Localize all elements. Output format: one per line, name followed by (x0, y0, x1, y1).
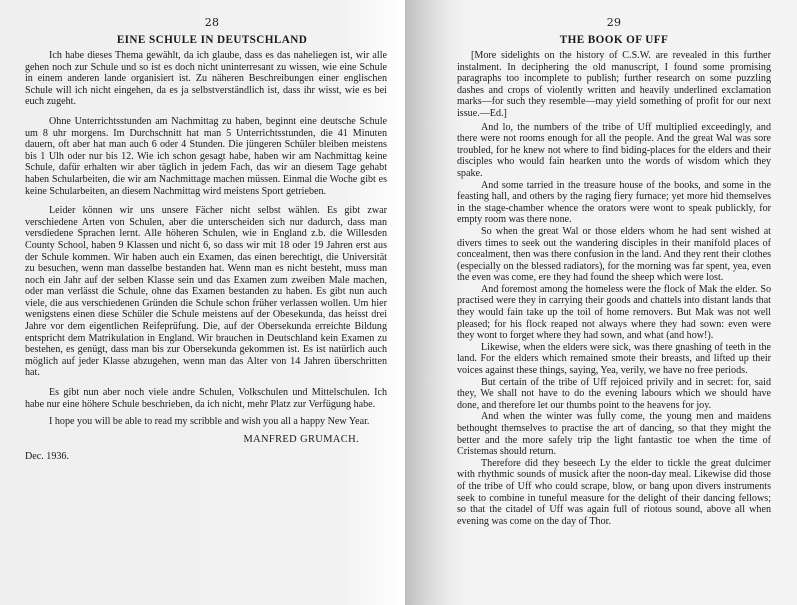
page-number: 28 (204, 16, 220, 29)
paragraph: And some tarried in the treasure house of the books, and some in the feasting hall, and others by the raging fiery furnace; yet more hid themselves in the stage-chamber whence the orators were wont to speak publickly, for empty room was there none. (457, 179, 771, 226)
paragraph: Therefore did they beseech Ly the elder to tickle the great dulcimer with rhythmic sounds of musick after the noon-day meal. Likewise did those of the tribe of Uff who could scrape, blow, or bang upon divers instruments seek to combine in tuneful measure for the delight of their dancing fellows; so that the citadel of Uff was again full of riotous sound, above all when evening was come on the day of Thor. (457, 457, 771, 527)
dateline: Dec. 1936. (25, 450, 70, 462)
author-signature: MANFRED GRUMACH. (243, 433, 359, 445)
paragraph: And lo, the numbers of the tribe of Uff multiplied exceedingly, and there were not rooms enough for all the people. And the great Wal was sore troubled, for he knew not where to find biding-places for the elders and their disciples who would fain hearken unto the words of wisdom which they spake. (457, 121, 771, 179)
paragraph: But certain of the tribe of Uff rejoiced privily and in secret: for, said they, We shall not have to do the evening labours which we should have done, and therefore let our thumbs point to the heavens for joy. (457, 376, 771, 411)
editor-note: [More sidelights on the history of C.S.W. are revealed in this further instalment. In deciphering the old manuscript, I found some promising paragraphs too incomplete to publish; further research on some puzzling dashes and crops of violently written and heavily underlined exclamation marks—for such they resemble—may yield something of profit for our next issue.—Ed.] (457, 50, 771, 119)
right-page (405, 0, 797, 605)
paragraph: Leider können wir uns unsere Fächer nicht selbst wählen. Es gibt zwar verschiedene Arten von Schulen, aber die unterscheiden sich nur dadurch, dass man versdiedene Sprachen lernt. Alle höheren Schulen, wie in England z.b. die Willesden County School, haben 9 Klassen und nicht 6, so dass wir mit 18 oder 19 Jahren erst aus der Schule kommen. Wir haben auch ein Examen, das einen berechtigt, die Universität zu besuchen, wenn man dasselbe bestanden hat. Wenn man es nicht besteht, muss man noch ein Jahr auf der selben Klasse sein und das Examen zum zweiben Male machen, oder man verlässt die Schule, ohne das Examen bestanden zu haben. Es gibt nun auch viele, die aus verschiedenen Gründen die Schule schon früher verlassen wollen. Um hier wenigstens einen diese Schüler die Schule meistens auf der Obesekunda, das heisst drei Jahre vor dem eigentlichen Reifeprüfung. Die, auf der Obersekunda erreichte Bildung entspricht dem Matrikulation in England. Wir brauchen in Deutschland kein Examen zu bestehen, es genügt, dass man bis zur Obersekunda gekommen ist. Es ist natürlich auch möglich auf jeder Klasse abzugehen, wenn man das Alter von 14 Jahren überschritten hat. (25, 205, 387, 379)
paragraph: Es gibt nun aber noch viele andre Schulen, Volkschulen und Mittelschulen. Ich habe nur eine höhere Schule beschrieben, da ich nicht, mehr Platz zur Verfügung habe. (25, 387, 387, 410)
article-title: THE BOOK OF UFF (559, 34, 669, 46)
paragraph: And when the winter was fully come, the young men and maidens bethought themselves to practise the art of dancing, so that they might the better and the more safely trip the light fantastic toe when the time of Cristemas should return. (457, 411, 771, 458)
paragraph: And foremost among the homeless were the flock of Mak the elder. So practised were they in carrying their goods and chattels into distant lands that they would fain take up the toil of home removers. But Mak was not well pleased; for his flock reaped not always where they had sown: even were they wont to forget where they had sown, and what (and how!). (457, 283, 771, 342)
article-title: EINE SCHULE IN DEUTSCHLAND (116, 34, 308, 46)
paragraph: Likewise, when the elders were sick, was there gnashing of teeth in the land. For the elders which remained smote their breasts, and lifted up their voices against these things, saying, Yea, verily, we have no free periods. (457, 341, 771, 377)
page-number: 29 (606, 16, 622, 29)
paragraph: Ohne Unterrichtsstunden am Nachmittag zu haben, beginnt eine deutsche Schule um 8 uhr morgens. Im Durchschnitt hat man 5 Unterrichtsstunden, die 41 Minuten dauern, oft aber hat man auch 6 oder 4 Stunden. Die jüngeren Schüler bleiben meistens bis 1 Ulh oder nur bis 12. Wie ich schon gesagt habe, haben wir am Nachmittag keine Schule, dafür erhalten wir aber täglich in jedem Fach, das wir an diesem Tage gehabt haben Schularbeiten, die wir am Nachmittage machen müssen. Einmal die Woche gibt es keine Schularbeiten, an diesem Nachmittag wird meistens Sport getrieben. (25, 115, 387, 197)
paragraph: I hope you will be able to read my scribble and wish you all a happy New Year. (49, 416, 370, 428)
paragraph: So when the great Wal or those elders whom he had sent wished at divers times to seek out the wandering disciples in their manifold places of concealment, then was there confusion in the land. And they rent their clothes (especially on the blessed radiators), for the morning was far spent, yea, even the even was come, ere they had found the sheep which were lost. (457, 225, 771, 284)
paragraph: Ich habe dieses Thema gewählt, da ich glaube, dass es das naheliegen ist, wir alle gehen noch zur Schule und so ist es doch nicht uninterresant zu wissen, wie eine Schule in einem anderen lande organisiert ist. Zu näheren Beschreibungen einer englischen Schule will ich nicht eingehen, da es ja selbstverständlich ist, dass ihr wisst, wie es bei euch zugeht. (25, 50, 387, 108)
